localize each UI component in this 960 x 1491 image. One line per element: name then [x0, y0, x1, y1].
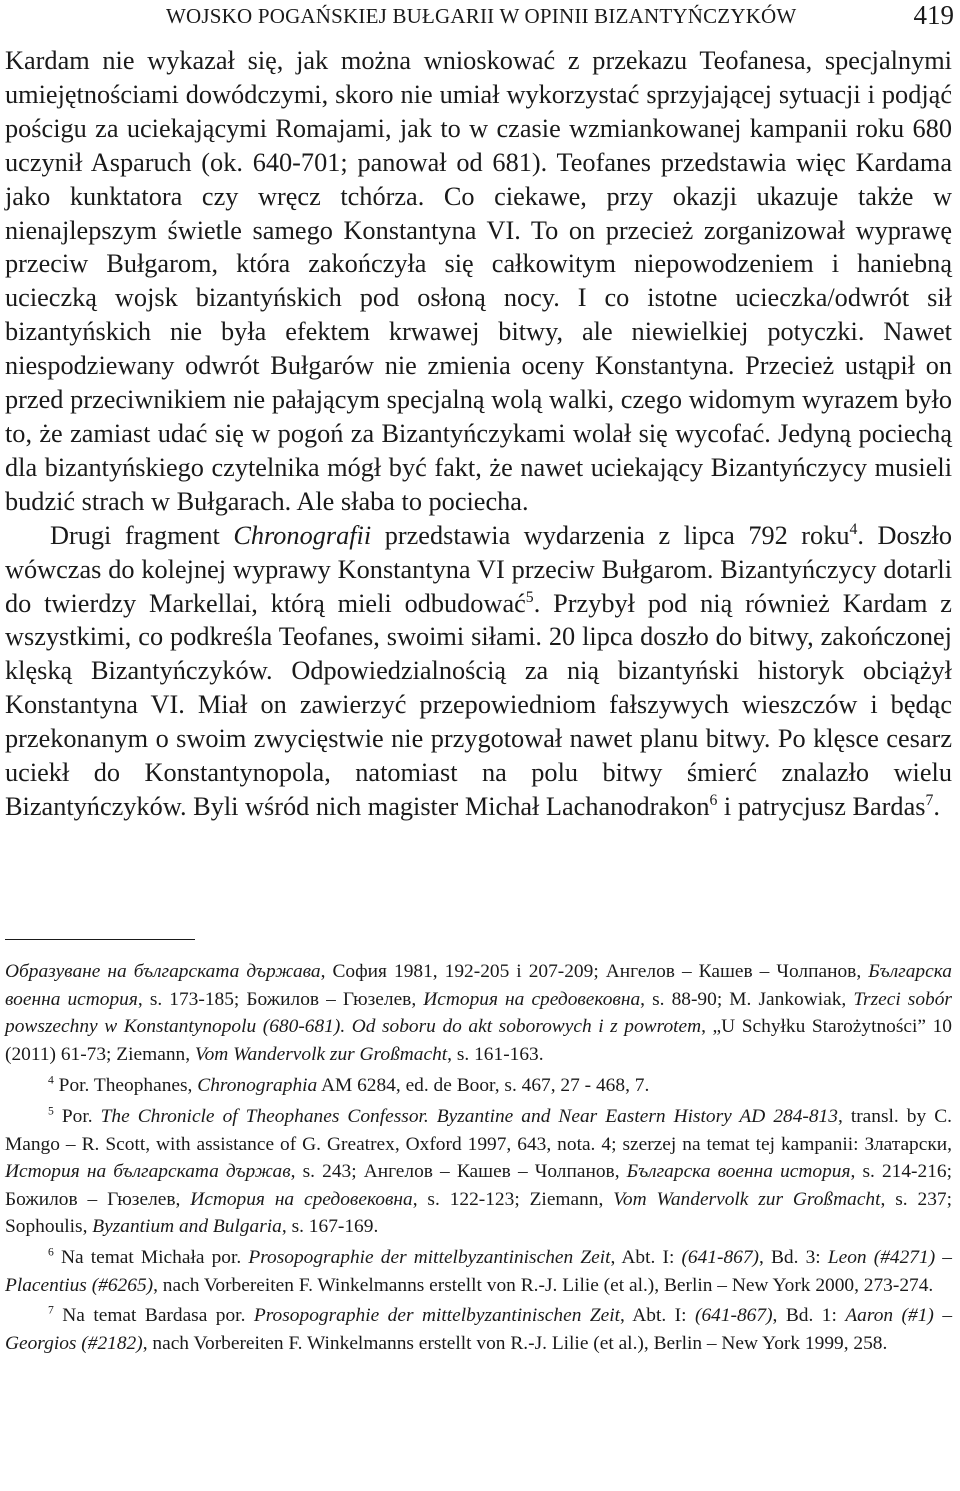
footnote-number: 6 — [48, 1245, 54, 1259]
main-text — [5, 44, 952, 824]
footnotes — [5, 958, 952, 1360]
paragraph-1: Kardam nie wykazał się, jak można wnioskować z przekazu Teofanesa, specjalnymi umiejętnościami dowódczymi, skoro nie umiał wykorzystać sprzyjającej sytuacji i podjąć pościgu za uciekającymi Romajami, jak to w czasie wzmiankowanej kampanii roku 680 uczynił Asparuch (ok. 640-701; panował od 681). Teofanes przedstawia więc Kardama jako kunktatora czy wręcz tchórza. Co ciekawe, przy okazji ukazuje także w nienajlepszym świetle samego Konstantyna VI. To on przecież zorganizował wyprawę przeciw Bułgarom, która zakończyła się całkowitym niepowodzeniem i haniebną ucieczką wojsk bizantyńskich pod osłoną nocy. I co istotne ucieczka/odwrót sił bizantyńskich nie była efektem krwawej bitwy, ale niewielkiej potyczki. Nawet niespodziewany odwrót Bułgarów nie zmienia oceny Konstantyna. Przecież ustąpił on przed przeciwnikiem nie pałającym specjalną wolą walki, czego widomym wyrazem było to, że zamiast udać się w pogoń za Bizantyńczykami wolał się wycofać. Jedyną pociechą dla bizantyńskiego czytelnika mógł być fakt, że nawet uciekający Bizantyńczycy musieli budzić strach w Bułgarach. Ale słaba to pociecha. — [5, 46, 952, 516]
footnote-ref-7[interactable]: 7 — [925, 792, 934, 810]
paragraph-2: Drugi fragment Chronografii przedstawia wydarzenia z lipca 792 roku$^4$. Doszło wówczas do kolejnej wyprawy Konstantyna VI przeciw Bułgarom. Bizantyńczycy dotarli do twierdzy Markellai, którą mieli odbudować$^5$. Przybył pod nią również Kardam z wszystkimi, co podkreśla Teofanes, swoimi siłami. 20 lipca doszło do bitwy, zakończonej klęską Bizantyńczyków. Odpowiedzialnością za nią bizantyński historyk obciążył Konstantyna VI. Miał on zawierzyć przepowiedniom fałszywych wieszczów i będąc przekonanym o swoim zwycięstwie nie przygotował nawet planu bitwy. Po klęsce cesarz uciekł do Konstantynopola, natomiast na polu bitwy śmierć znalazło wielu Bizantyńczyków. Byli wśród nich magister Michał Lachanodrakon$^6$ i patrycjusz Bardas$^7$. — [5, 520, 953, 821]
work-title: Chronografii — [233, 520, 372, 550]
footnote-continued: Образуване на българската държава, София 1981, 192-205 i 207-209; Ангелов – Кашев – Чолпанов, Българска военна история, s. 173-185; Божилов – Гюзелев, История на средовековна, s. 88-90; M. Jankowiak, Trzeci sobór powszechny w Konstantynopolu (680-681). Od soboru do akt soborowych i z powrotem, „U Schyłku Starożytności” 10 (2011) 61-73; Ziemann, Vom Wandervolk zur Großmacht, s. 161-163. — [5, 961, 952, 1065]
footnote-6: $^6$ Na temat Michała por. Prosopographie der mittelbyzantinischen Zeit, Abt. I: (641-867), Bd. 3: Leon (#4271) – Placentius (#6265), nach Vorbereiten F. Winkelmanns erstellt von R.-J. Lilie (et al.), Berlin – New York 2000, 273-274. — [5, 1245, 952, 1296]
footnote-ref-6[interactable]: 6 — [709, 792, 718, 810]
footnote-5: $^5$ Por. The Chronicle of Theophanes Confessor. Byzantine and Near Eastern History AD 284-813, transl. by C. Mango – R. Scott, with assistance of G. Greatrex, Oxford 1997, 643, nota. 4; szerzej na temat tej kampanii: Златарски, История на българската държав, s. 243; Ангелов – Кашев – Чолпанов, Българска военна история, s. 214-216; Божилов – Гюзелев, История на средовековна, s. 122-123; Ziemann, Vom Wandervolk zur Großmacht, s. 237; Sophoulis, Byzantium and Bulgaria, s. 167-169. — [5, 1104, 952, 1238]
footnote-4: $^4$ Por. Theophanes, Chronographia AM 6284, ed. de Boor, s. 467, 27 - 468, 7. — [48, 1073, 650, 1097]
page-number: 419 — [913, 0, 954, 30]
footnote-separator — [5, 939, 195, 940]
running-header — [166, 2, 956, 30]
running-title: WOJSKO POGAŃSKIEJ BUŁGARII W OPINII BIZANTYŃCZYKÓW — [166, 4, 797, 28]
footnote-number: 7 — [48, 1303, 54, 1317]
footnote-7: $^7$ Na temat Bardasa por. Prosopographie der mittelbyzantinischen Zeit, Abt. I: (641-867), Bd. 1: Aaron (#1) – Georgios (#2182), nach Vorbereiten F. Winkelmanns erstellt von R.-J. Lilie (et al.), Berlin – New York 1999, 258. — [5, 1303, 953, 1354]
footnote-number: 4 — [48, 1073, 54, 1087]
footnote-number: 5 — [48, 1104, 54, 1118]
footnote-ref-5[interactable]: 5 — [525, 588, 534, 606]
footnote-ref-4[interactable]: 4 — [849, 520, 858, 538]
